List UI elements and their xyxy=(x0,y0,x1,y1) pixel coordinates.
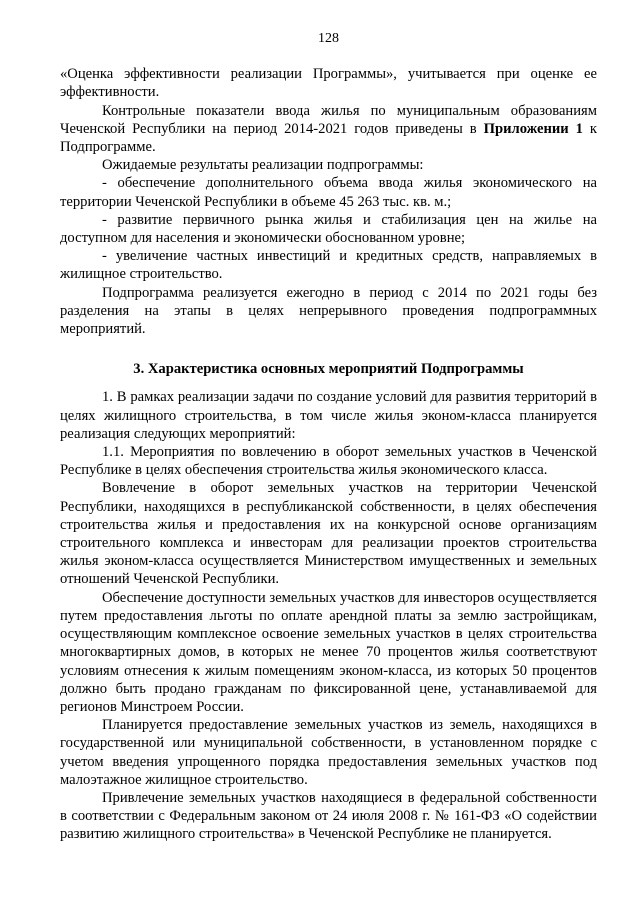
appendix-reference: Приложении 1 xyxy=(483,120,583,137)
list-item-housing-volume: - обеспечение дополнительного объема ввода жилья экономического на территории Чеченской Республики в объеме 45 263 тыс. кв. м.; xyxy=(60,175,597,210)
paragraph-task-framework: 1. В рамках реализации задачи по создание условий для развития территорий в целях жилищного строительства, в том числе жилья эконом-класса планируется реализация следующих мероприятий: xyxy=(60,389,597,442)
document-page xyxy=(60,30,597,844)
paragraph-control-indicators xyxy=(60,102,597,157)
paragraph-land-involvement: Вовлечение в оборот земельных участков на территории Чеченской Республики, находящихся в республиканской собственности, в целях обеспечения строительства жилья и предоставления их на конкурсной основе организациям строительного комплекса и инвесторам для реализации проектов строительства жилья эконом-класса осуществляется Министерством имущественных и земельных отношений Чеченской Республики. xyxy=(60,480,597,588)
section-heading: 3. Характеристика основных мероприятий Подпрограммы xyxy=(133,361,524,378)
list-item-primary-market: - развитие первичного рынка жилья и стабилизация цен на жилье на доступном для населения и экономически обоснованном уровне; xyxy=(60,211,597,247)
paragraph-program-evaluation: «Оценка эффективности реализации Программы», учитывается при оценке ее эффективности. xyxy=(60,66,597,101)
paragraph-land-involvement-measure: 1.1. Мероприятия по вовлечению в оборот земельных участков в Чеченской Республике в целях обеспечения строительства жилья экономического класса. xyxy=(60,444,597,479)
page-number: 128 xyxy=(318,31,339,46)
list-item-private-investment: - увеличение частных инвестиций и кредитных средств, направляемых в жилищное строительство. xyxy=(60,248,597,283)
paragraph-text: Контрольные показатели ввода жилья по муниципальным образованиям Чеченской Республики на период 2014-2021 годов приведены в xyxy=(60,102,597,137)
paragraph-land-accessibility: Обеспечение доступности земельных участков для инвесторов осуществляется путем предоставления льготы по оплате арендной платы за землю застройщикам, осуществляющим комплексное освоение земельных участков в целях строительства многоквартирных домов, в которых не менее 70 процентов жилья соответствуют условиям отнесения к жилым помещениям эконом-класса, из которых 50 процентов должно быть продано гражданам по фиксированной цене, устанавливаемой для регионов Минстроем России. xyxy=(60,589,597,715)
paragraph-land-provision: Планируется предоставление земельных участков из земель, находящихся в государственной или муниципальной собственности, в установленном порядке с учетом введения упрощенного порядка предоставления земельных участков под малоэтажное жилищное строительство. xyxy=(60,717,597,788)
paragraph-text: к Подпрограмме. xyxy=(60,120,597,156)
paragraph-implementation-period: Подпрограмма реализуется ежегодно в период с 2014 по 2021 годы без разделения на этапы в целях непрерывного проведения подпрограммных мероприятий. xyxy=(60,284,597,338)
paragraph-federal-land: Привлечение земельных участков находящиеся в федеральной собственности в соответствии с Федеральным законом от 24 июля 2008 г. № 161-ФЗ «О содействии развитию жилищного строительства» в Чеченской Республике не планируется. xyxy=(60,789,597,843)
paragraph-expected-results: Ожидаемые результаты реализации подпрограммы: xyxy=(102,157,424,174)
